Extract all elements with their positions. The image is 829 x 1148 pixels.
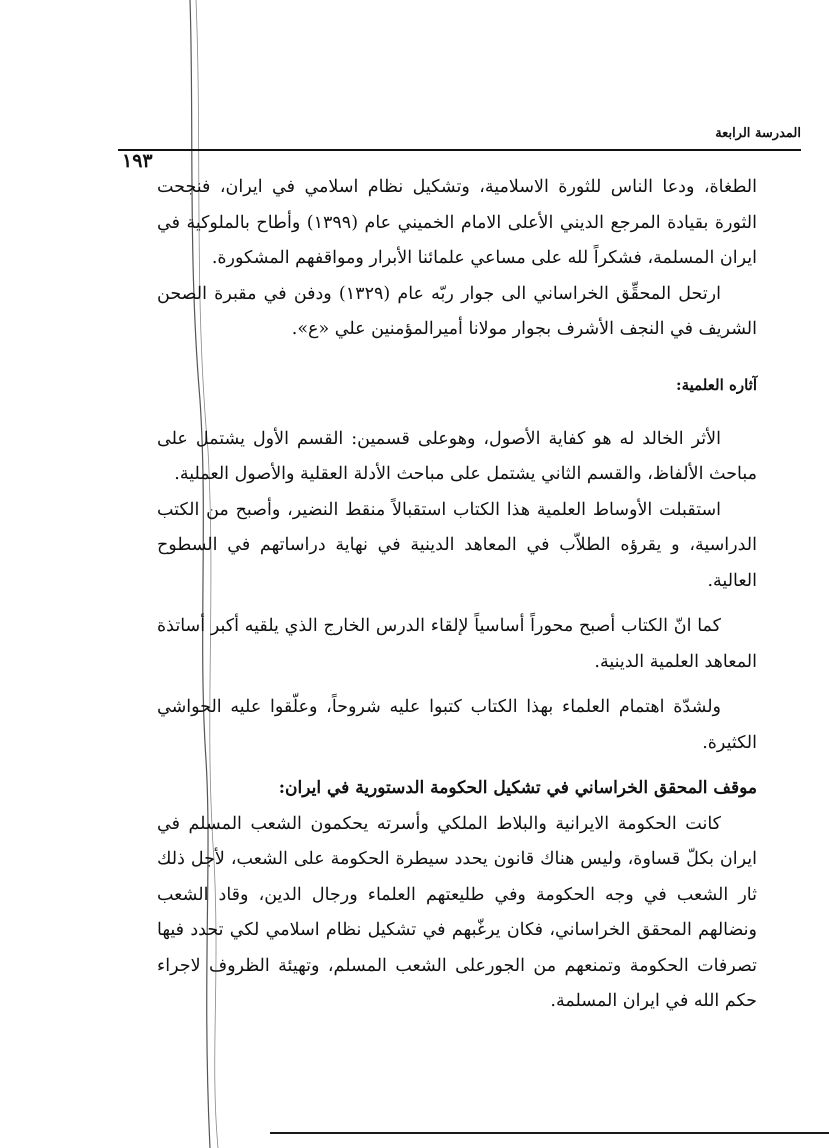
paragraph-axis: كما انّ الكتاب أصبح محوراً أساسياً لإلقاء الدرس الخارج الذي يلقيه أكبر أساتذة المعاهد العلمية الدينية. xyxy=(157,616,757,672)
heading-constitutional: موقف المحقق الخراساني في تشكيل الحكومة الدستورية في ايران: xyxy=(278,778,757,798)
heading-scholarly-works: آثاره العلمية: xyxy=(676,375,757,394)
page-number: ١٩٣ xyxy=(122,150,153,172)
paragraph-kifaya: الأثر الخالد له هو كفاية الأصول، وهوعلى قسمين: القسم الأول يشتمل على مباحث الألفاظ، والقسم الثاني يشتمل على مباحث الأدلة العقلية والأصول العملية. xyxy=(157,428,757,484)
paragraph-death: ارتحل المحقِّق الخراساني الى جوار ربّه عام (١٣٢٩) ودفن في مقبرة الصحن الشريف في النجف الأشرف بجوار مولانا أميرالمؤمنين علي «ع». xyxy=(157,283,757,339)
paragraph-revolution: الطغاة، ودعا الناس للثورة الاسلامية، وتشكيل نظام اسلامي في ايران، فنجحت الثورة بقيادة المرجع الديني الأعلى الامام الخميني عام (١٣٩٩) وأطاح بالملوكية في ايران المسلمة، فشكراً لله على مساعي علمائنا الأبرار ومواقفهم المشكورة. xyxy=(157,177,757,268)
main-text xyxy=(157,170,757,1020)
page-bottom-edge xyxy=(270,1132,829,1134)
running-title: المدرسة الرابعة xyxy=(715,126,801,141)
paragraph-commentaries: ولشدّة اهتمام العلماء بهذا الكتاب كتبوا عليه شروحاً، وعلّقوا عليه الحواشي الكثيرة. xyxy=(157,697,757,753)
header-rule xyxy=(118,149,801,151)
paragraph-government: كانت الحكومة الايرانية والبلاط الملكي وأسرته يحكمون الشعب المسلم في ايران بكلّ قساوة، وليس هناك قانون يحدد سيطرة الحكومة على الشعب، لأجل ذلك ثار الشعب في وجه الحكومة وفي طليعتهم العلماء ورجال الدين، وقاد الشعب ونضالهم المحقق الخراساني، فكان يرغّبهم في تشكيل نظام اسلامي لكي تحدد فيها تصرفات الحكومة وتمنعهم من الجورعلى الشعب المسلم، وتهيئة الظروف لاجراء حكم الله في ايران المسلمة. xyxy=(157,813,757,1011)
paragraph-reception: استقبلت الأوساط العلمية هذا الكتاب استقبالاً منقط النضير، وأصبح من الكتب الدراسية، و يقرؤه الطلاّب في المعاهد الدينية في نهاية دراساتهم في السطوح العالية. xyxy=(157,499,757,591)
